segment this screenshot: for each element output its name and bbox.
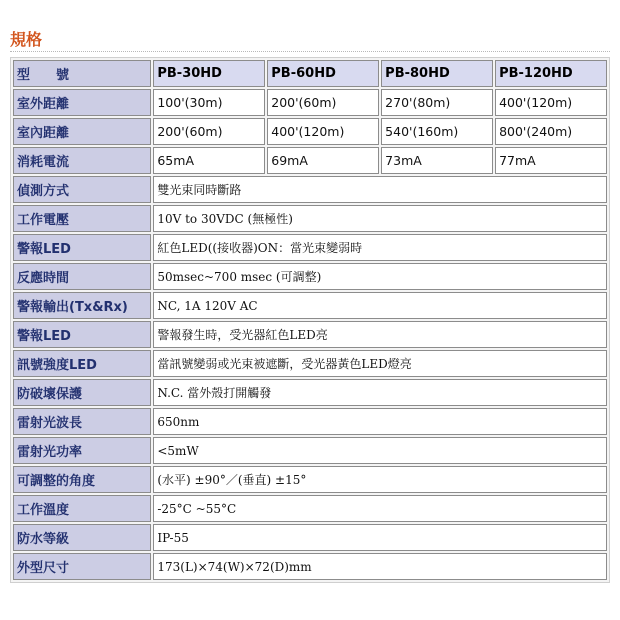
- table-row: [13, 147, 607, 174]
- model-header: PB-80HD: [381, 60, 493, 87]
- row-value: <5mW: [153, 437, 607, 464]
- row-label: 室內距離: [13, 118, 151, 145]
- row-value: 270'(80m): [381, 89, 493, 116]
- row-label: 訊號強度LED: [13, 350, 151, 377]
- row-value: 69mA: [267, 147, 379, 174]
- row-value: 200'(60m): [267, 89, 379, 116]
- row-value: 當訊號變弱或光束被遮斷，受光器黃色LED燈亮: [153, 350, 607, 377]
- row-label: 警報輸出(Tx&Rx): [13, 292, 151, 319]
- section-title: 規格: [10, 30, 43, 49]
- table-row: [13, 89, 607, 116]
- row-label: 工作溫度: [13, 495, 151, 522]
- row-label: 工作電壓: [13, 205, 151, 232]
- row-label: 雷射光波長: [13, 408, 151, 435]
- row-label: 防水等級: [13, 524, 151, 551]
- header-label: 型 號: [13, 60, 151, 87]
- row-value: 173(L)×74(W)×72(D)mm: [153, 553, 607, 580]
- row-label: 防破壞保護: [13, 379, 151, 406]
- row-value: 200'(60m): [153, 118, 265, 145]
- row-value: N.C. 當外殼打開觸發: [153, 379, 607, 406]
- table-row: [13, 524, 607, 551]
- model-header: PB-120HD: [495, 60, 607, 87]
- row-value: 650nm: [153, 408, 607, 435]
- row-label: 雷射光功率: [13, 437, 151, 464]
- row-label: 室外距離: [13, 89, 151, 116]
- row-value: 100'(30m): [153, 89, 265, 116]
- row-value: -25°C ~55°C: [153, 495, 607, 522]
- row-label: 反應時間: [13, 263, 151, 290]
- row-value: NC, 1A 120V AC: [153, 292, 607, 319]
- row-value: 10V to 30VDC (無極性): [153, 205, 607, 232]
- table-row: [13, 176, 607, 203]
- row-value: 紅色LED((接收器)ON：當光束變弱時: [153, 234, 607, 261]
- row-value: 65mA: [153, 147, 265, 174]
- table-row: [13, 292, 607, 319]
- row-value: 77mA: [495, 147, 607, 174]
- table-row: [13, 118, 607, 145]
- table-row: [13, 263, 607, 290]
- row-label: 消耗電流: [13, 147, 151, 174]
- row-value: (水平) ±90°／(垂直) ±15°: [153, 466, 607, 493]
- table-row: [13, 553, 607, 580]
- model-header: PB-30HD: [153, 60, 265, 87]
- table-row: [13, 379, 607, 406]
- row-value: IP-55: [153, 524, 607, 551]
- table-row: [13, 408, 607, 435]
- row-label: 警報LED: [13, 321, 151, 348]
- model-header: PB-60HD: [267, 60, 379, 87]
- row-value: 540'(160m): [381, 118, 493, 145]
- table-row: [13, 495, 607, 522]
- row-value: 400'(120m): [495, 89, 607, 116]
- table-header-row: [13, 60, 607, 87]
- row-label: 偵測方式: [13, 176, 151, 203]
- row-label: 外型尺寸: [13, 553, 151, 580]
- row-value: 400'(120m): [267, 118, 379, 145]
- row-label: 警報LED: [13, 234, 151, 261]
- row-label: 可調整的角度: [13, 466, 151, 493]
- table-row: [13, 466, 607, 493]
- table-row: [13, 205, 607, 232]
- row-value: 800'(240m): [495, 118, 607, 145]
- row-value: 警報發生時，受光器紅色LED亮: [153, 321, 607, 348]
- table-row: [13, 234, 607, 261]
- row-value: 雙光束同時斷路: [153, 176, 607, 203]
- table-row: [13, 350, 607, 377]
- table-row: [13, 321, 607, 348]
- spec-table: [10, 57, 610, 583]
- title-divider: [10, 51, 610, 52]
- row-value: 50msec~700 msec (可調整): [153, 263, 607, 290]
- table-row: [13, 437, 607, 464]
- row-value: 73mA: [381, 147, 493, 174]
